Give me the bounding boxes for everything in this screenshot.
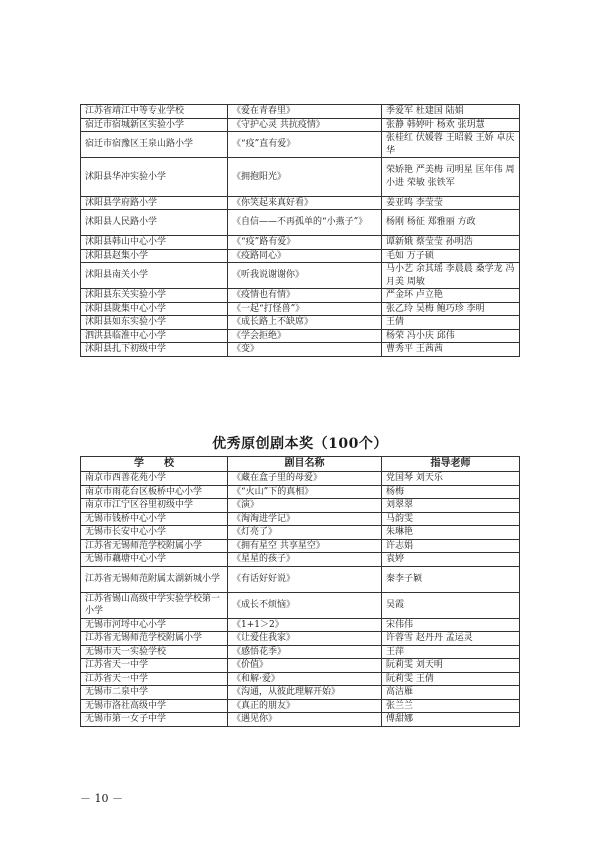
title-cell: 《沟通，从彼此理解开始》 [228, 686, 382, 700]
table-row [81, 713, 520, 727]
title-cell: 《感悟花季》 [228, 645, 382, 659]
table-row [81, 132, 520, 158]
school-cell: 无锡市藕塘中心小学 [81, 553, 228, 567]
title-cell: 《和解·爱》 [228, 672, 382, 686]
teacher-cell: 党国琴 刘天乐 [382, 472, 520, 486]
school-cell: 南京市西善花苑小学 [81, 472, 228, 486]
title-cell: 《拥有星空 共享星空》 [228, 539, 382, 553]
school-cell: 无锡市第一女子中学 [81, 713, 228, 727]
teacher-cell: 谭新娥 蔡莹莹 孙明浩 [382, 236, 520, 250]
table-row [81, 316, 520, 330]
teacher-cell: 马小艺 余其瑶 李晨晨 桑学龙 冯月美 周敏 [382, 263, 520, 289]
school-cell: 沭阳县人民路小学 [81, 210, 228, 236]
table-row [81, 659, 520, 673]
teacher-cell: 马韵雯 [382, 512, 520, 526]
school-cell: 江苏省靖江中等专业学校 [81, 105, 228, 119]
header-teacher: 指导老师 [382, 457, 520, 472]
school-cell: 江苏省天一中学 [81, 659, 228, 673]
table-row [81, 302, 520, 316]
school-cell: 江苏省天一中学 [81, 672, 228, 686]
title-cell: 《演》 [228, 499, 382, 513]
school-cell: 沭阳县南关小学 [81, 263, 228, 289]
teacher-cell: 刘翠翠 [382, 499, 520, 513]
school-cell: 江苏省无锡师范学校附属小学 [81, 632, 228, 646]
school-cell: 江苏省锡山高级中学实验学校第一小学 [81, 592, 228, 618]
table-row [81, 618, 520, 632]
header-school: 学 校 [81, 457, 228, 472]
school-cell: 沭阳县东关实验小学 [81, 289, 228, 303]
table-row [81, 236, 520, 250]
table-row [81, 249, 520, 263]
school-cell: 无锡市河埒中心小学 [81, 618, 228, 632]
table-row [81, 158, 520, 197]
school-cell: 无锡市洛社高级中学 [81, 699, 228, 713]
school-cell: 宿迁市宿豫区王泉山路小学 [81, 132, 228, 158]
table-row [81, 485, 520, 499]
title-cell: 《“疫”路有爱》 [228, 236, 382, 250]
title-cell: 《拥抱阳光》 [228, 158, 382, 197]
teacher-cell: 杨荣 冯小庆 邱伟 [382, 329, 520, 343]
teacher-cell: 王萍 [382, 645, 520, 659]
title-cell: 《星星的孩子》 [228, 553, 382, 567]
title-cell: 《有话好好说》 [228, 566, 382, 592]
table-row [81, 645, 520, 659]
table-row [81, 539, 520, 553]
table-row [81, 526, 520, 540]
teacher-cell: 季爱军 杜建国 陆娟 [382, 105, 520, 119]
school-cell: 江苏省无锡师范学校附属小学 [81, 539, 228, 553]
title-cell: 《1+1＞2》 [228, 618, 382, 632]
teacher-cell: 傅甜娜 [382, 713, 520, 727]
teacher-cell: 严金环 卢立艳 [382, 289, 520, 303]
title-cell: 《“火山”下的真相》 [228, 485, 382, 499]
title-cell: 《自信——不再孤单的“小燕子”》 [228, 210, 382, 236]
title-cell: 《学会拒绝》 [228, 329, 382, 343]
title-cell: 《你笑起来真好看》 [228, 196, 382, 210]
table-row [81, 672, 520, 686]
table-row [81, 329, 520, 343]
table-row [81, 566, 520, 592]
teacher-cell: 朱琳艳 [382, 526, 520, 540]
title-cell: 《变》 [228, 343, 382, 357]
title-cell: 《让爱住我家》 [228, 632, 382, 646]
school-cell: 无锡市钱桥中心小学 [81, 512, 228, 526]
teacher-cell: 许志娟 [382, 539, 520, 553]
title-cell: 《价值》 [228, 659, 382, 673]
table-row [81, 289, 520, 303]
title-cell: 《守护心灵 共抗疫情》 [228, 118, 382, 132]
title-cell: 《真正的朋友》 [228, 699, 382, 713]
teacher-cell: 曹秀平 王茜茜 [382, 343, 520, 357]
page-number: － 10 － [80, 792, 123, 805]
teacher-cell: 张静 韩婷叶 杨欢 张玥慧 [382, 118, 520, 132]
school-cell: 宿迁市宿城新区实验小学 [81, 118, 228, 132]
table-row [81, 105, 520, 119]
title-cell: 《遇见你》 [228, 713, 382, 727]
table-row [81, 263, 520, 289]
school-cell: 沭阳县陇集中心小学 [81, 302, 228, 316]
title-cell: 《爱在青春里》 [228, 105, 382, 119]
teacher-cell: 杨刚 杨征 郑雅丽 方政 [382, 210, 520, 236]
table-row [81, 686, 520, 700]
teacher-cell: 阮莉雯 王倩 [382, 672, 520, 686]
teacher-cell: 杨梅 [382, 485, 520, 499]
table-row [81, 499, 520, 513]
teacher-cell: 荣娇艳 严美梅 司明星 匡年伟 周小进 荣敏 张铁军 [382, 158, 520, 197]
table-row [81, 196, 520, 210]
teacher-cell: 许蓉雪 赵丹丹 孟运灵 [382, 632, 520, 646]
school-cell: 沭阳县华冲实验小学 [81, 158, 228, 197]
title-cell: 《“疫”直有爱》 [228, 132, 382, 158]
title-cell: 《疫路同心》 [228, 249, 382, 263]
school-cell: 沭阳县扎下初级中学 [81, 343, 228, 357]
table-row [81, 472, 520, 486]
title-cell: 《听我说谢谢你》 [228, 263, 382, 289]
table-row [81, 210, 520, 236]
table-row [81, 512, 520, 526]
school-cell: 南京市江宁区谷里初级中学 [81, 499, 228, 513]
teacher-cell: 姜亚鸣 李莹莹 [382, 196, 520, 210]
header-title: 剧目名称 [228, 457, 382, 472]
table-row [81, 699, 520, 713]
table-row [81, 343, 520, 357]
school-cell: 无锡市长安中心小学 [81, 526, 228, 540]
award-table-continued [80, 104, 520, 357]
teacher-cell: 秦李子颖 [382, 566, 520, 592]
school-cell: 无锡市天一实验学校 [81, 645, 228, 659]
table-header-row [81, 457, 520, 472]
section-title: 优秀原创剧本奖（100个） [212, 436, 388, 452]
school-cell: 无锡市二泉中学 [81, 686, 228, 700]
teacher-cell: 阮莉雯 刘天明 [382, 659, 520, 673]
school-cell: 沭阳县学府路小学 [81, 196, 228, 210]
teacher-cell: 张乙玲 吴梅 鲍巧珍 李明 [382, 302, 520, 316]
title-cell: 《淘淘进学记》 [228, 512, 382, 526]
teacher-cell: 高洁雁 [382, 686, 520, 700]
school-cell: 南京市雨花台区板桥中心小学 [81, 485, 228, 499]
title-cell: 《一起“打怪兽”》 [228, 302, 382, 316]
school-cell: 沭阳县韩山中心小学 [81, 236, 228, 250]
title-cell: 《疫情也有情》 [228, 289, 382, 303]
title-cell: 《成长路上不缺席》 [228, 316, 382, 330]
school-cell: 泗洪县临淮中心小学 [81, 329, 228, 343]
teacher-cell: 王倩 [382, 316, 520, 330]
teacher-cell: 张兰兰 [382, 699, 520, 713]
teacher-cell: 张桂红 伏媛蓉 王昭毅 王娇 卓庆华 [382, 132, 520, 158]
title-cell: 《灯亮了》 [228, 526, 382, 540]
teacher-cell: 袁婷 [382, 553, 520, 567]
school-cell: 沭阳县如东实验小学 [81, 316, 228, 330]
school-cell: 沭阳县赵集小学 [81, 249, 228, 263]
table-row [81, 632, 520, 646]
teacher-cell: 吴霞 [382, 592, 520, 618]
table-row [81, 118, 520, 132]
teacher-cell: 宋伟伟 [382, 618, 520, 632]
table-row [81, 553, 520, 567]
original-script-award-table [80, 456, 520, 727]
teacher-cell: 毛如 万子硕 [382, 249, 520, 263]
school-cell: 江苏省无锡师范附属太湖新城小学 [81, 566, 228, 592]
title-cell: 《成长不烦恼》 [228, 592, 382, 618]
table-row [81, 592, 520, 618]
title-cell: 《藏在盒子里的母爱》 [228, 472, 382, 486]
